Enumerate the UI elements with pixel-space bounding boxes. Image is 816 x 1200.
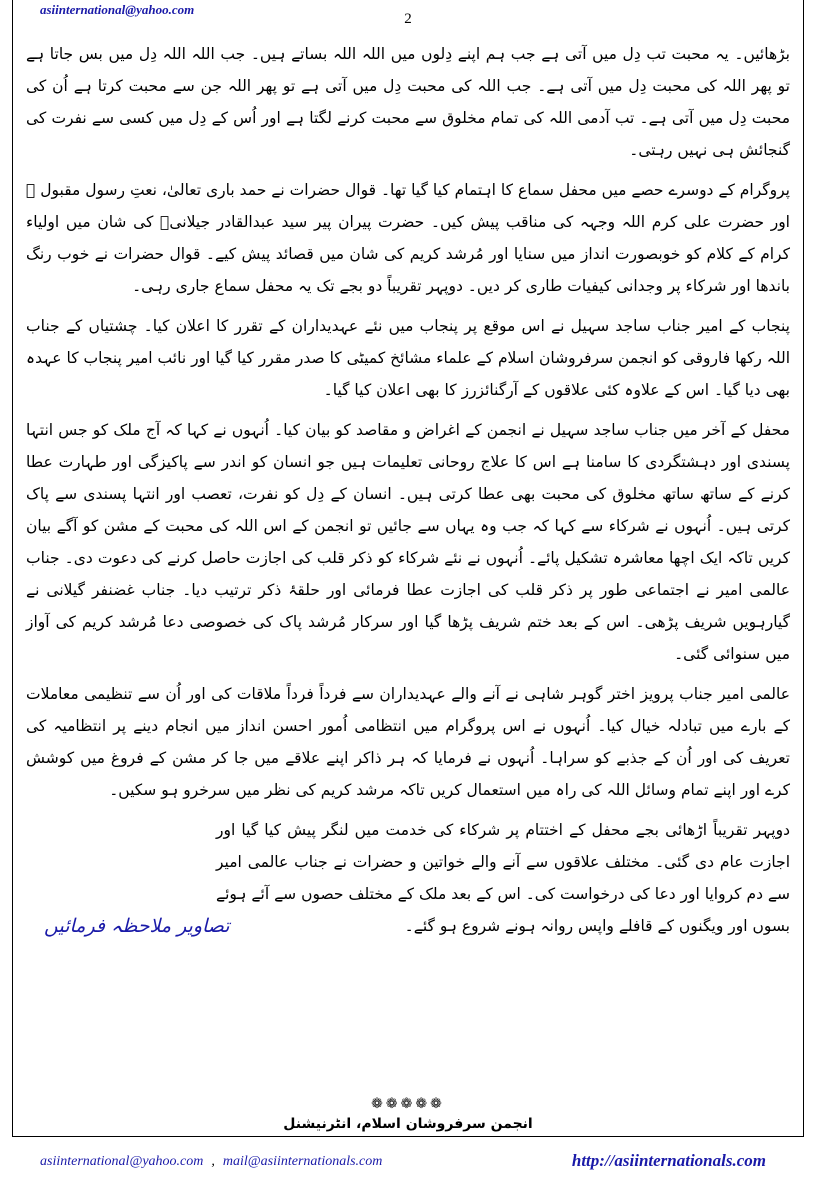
footer-email-mail[interactable]: mail@asiinternationals.com (222, 1154, 383, 1169)
article-body (26, 38, 790, 942)
footer-separator: , (211, 1154, 215, 1169)
paragraph-2: پروگرام کے دوسرے حصے میں محفل سماع کا اہتمام کیا گیا تھا۔ قوال حضرات نے حمد باری تعالیٰ، نعتِ رسول مقبول ﷺ اور حضرت علی کرم اللہ وجہہ کی مناقب پیش کیں۔ حضرت پیران پیر سید عبدالقادر جیلانیؒ کی شان میں اولیاء کرام کے کلام کو خوبصورت انداز میں سنایا اور مُرشد کریم کی شان میں قصائد پیش کیے۔ قوال حضرات نے خوب رنگ باندھا اور شرکاء پر وجدانی کیفیات طاری کر دیں۔ دوپہر تقریباً دو بجے تک یہ محفل سماع جاری رہی۔ (26, 181, 790, 295)
footer-emails (40, 1154, 382, 1170)
photos-link[interactable]: تصاویر ملاحظہ فرمائیں (44, 915, 230, 937)
page-number: 2 (404, 11, 412, 27)
paragraph-1: بڑھائیں۔ یہ محبت تب دِل میں آتی ہے جب ہم اپنے دِلوں میں اللہ اللہ بساتے ہیں۔ جب اللہ اللہ دِل میں بس جاتا ہے تو پھر اللہ کی محبت دِل میں آتی ہے۔ جب اللہ کی محبت دِل میں آتی ہے تو پھر اللہ جن سے محبت کرتا ہے اُن کی محبت دِل میں آتی ہے۔ تب آدمی اللہ کی تمام مخلوق سے محبت کرنے لگتا ہے اور اُس کے دِل میں کسی سے نفرت کی گنجائش ہی نہیں رہتی۔ (26, 45, 790, 159)
paragraph-6: دوپہر تقریباً اڑھائی بجے محفل کے اختتام پر شرکاء کی خدمت میں لنگر پیش کیا گیا اور اجازت عام دی گئی۔ مختلف علاقوں سے آنے والے خواتین و حضرات نے جناب عالمی امیر سے دم کروایا اور دعا کی درخواست کی۔ اس کے بعد ملک کے مختلف حصوں سے آئے ہوئے بسوں اور ویگنوں کے قافلے واپس روانہ ہونے شروع ہو گئے۔ (216, 821, 790, 935)
footer-email-yahoo[interactable]: asiinternational@yahoo.com (40, 1154, 204, 1169)
header-email[interactable]: asiinternational@yahoo.com (40, 2, 195, 17)
ornament-divider: ❁❁❁❁❁ (371, 1096, 445, 1112)
paragraph-5: عالمی امیر جناب پرویز اختر گوہر شاہی نے آنے والے عہدیداران سے فرداً فرداً ملاقات کی اور اُن سے تنظیمی معاملات کے بارے میں تبادلہ خیال کیا۔ اُنہوں نے اس پروگرام میں انتظامی اُمور احسن انداز میں انجام دینے پر انتظامیہ کی تعریف کی اور اُن کے جذبے کو سراہا۔ اُنہوں نے فرمایا کہ ہر ذاکر اپنے علاقے میں جا کر مشن کے فروغ میں کوشش کرے اور اپنے تمام وسائل اللہ کی راہ میں استعمال کریں تاکہ مرشد کریم کی نظر میں سرخرو ہو سکیں۔ (26, 685, 790, 799)
paragraph-4: محفل کے آخر میں جناب ساجد سہیل نے انجمن کے اغراض و مقاصد کو بیان کیا۔ اُنہوں نے کہا کہ آج ملک کو جس انتہا پسندی اور دہشتگردی کا سامنا ہے اس کا علاج روحانی تعلیمات ہیں جو انسان کو اندر سے پاکیزگی اور طہارت عطا کرنے کے ساتھ ساتھ مخلوق کی محبت بھی عطا کرتی ہیں۔ انسان کے دِل کو نفرت، تعصب اور انتہا پسندی سے پاک کرتی ہیں۔ اُنہوں نے شرکاء سے کہا کہ جب وہ یہاں سے جائیں تو انجمن کے اس اللہ کی محبت کے مشن کو آگے بیان کریں تاکہ ایک اچھا معاشرہ تشکیل پائے۔ اُنہوں نے نئے شرکاء کو ذکر قلب کی اجازت حاصل کرنے کی دعوت دی۔ جناب عالمی امیر نے اجتماعی طور پر ذکر قلب کی اجازت عطا فرمائی اور حلقۂ ذکر ترتیب دیا۔ جناب غضنفر گیلانی نے گیارہویں شریف پڑھی۔ اس کے بعد ختم شریف پڑھا گیا اور سرکار مُرشد پاک کی خصوصی دعا مُرشد کریم کی آواز میں سنوائی گئی۔ (26, 421, 790, 663)
photos-link-row (26, 910, 790, 942)
organization-name: انجمن سرفروشان اسلام، انٹرنیشنل (283, 1116, 533, 1132)
paragraph-3: پنجاب کے امیر جناب ساجد سہیل نے اس موقع پر پنجاب میں نئے عہدیداران کے تقرر کا اعلان کیا۔ چشتیاں کے جناب اللہ رکھا فاروقی کو انجمن سرفروشان اسلام کے علماء مشائخ کمیٹی کا صدر مقرر کیا گیا اور نائب امیر پنجاب کا عہدہ بھی دیا گیا۔ اس کے علاوہ کئی علاقوں کے آرگنائزرز کا بھی اعلان کیا گیا۔ (26, 317, 790, 399)
footer-website-link[interactable]: http://asiinternationals.com (571, 1151, 766, 1170)
